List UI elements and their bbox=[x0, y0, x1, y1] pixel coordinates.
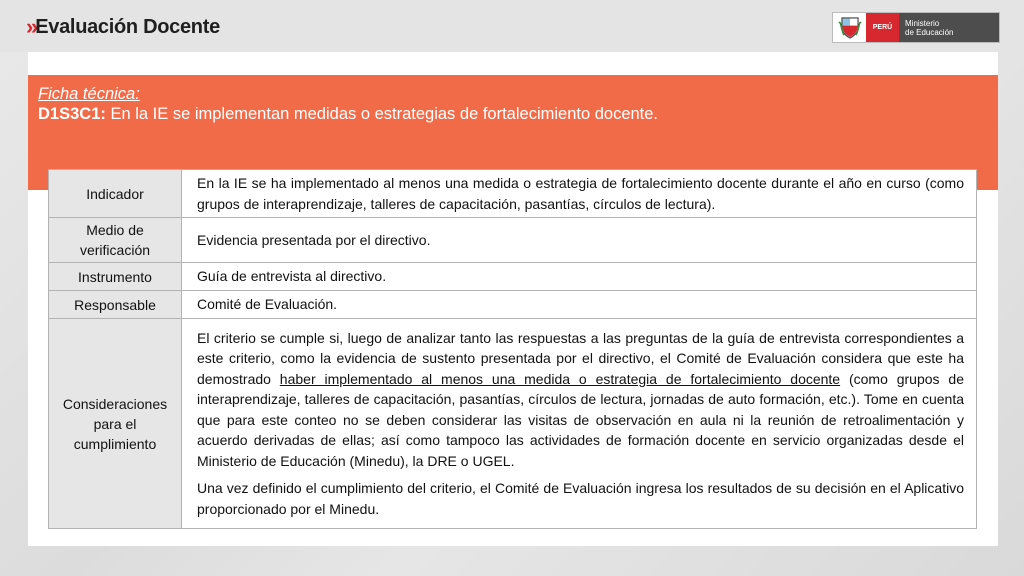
brand-chevrons-icon: » bbox=[26, 14, 35, 39]
criterion-code: D1S3C1: bbox=[38, 105, 106, 123]
row-value: En la IE se ha implementado al menos una medida o estrategia de fortalecimiento docente durante el año en curso (como grupos de interaprendizaje, talleres de capacitación, pasantías, círculos de lectura). bbox=[182, 170, 977, 218]
row-label: Medio de verificación bbox=[49, 218, 182, 263]
criteria-paragraph bbox=[197, 328, 964, 472]
table-row bbox=[49, 291, 977, 319]
banner-heading bbox=[38, 104, 988, 124]
ministry-line1: Ministerio bbox=[905, 19, 940, 28]
row-value: Comité de Evaluación. bbox=[182, 291, 977, 319]
criterion-text: En la IE se implementan medidas o estrategias de fortalecimiento docente. bbox=[105, 105, 659, 123]
brand-title: Evaluación Docente bbox=[35, 15, 220, 38]
slide bbox=[28, 52, 998, 546]
country-label: PERÚ bbox=[866, 13, 899, 42]
table-row bbox=[49, 170, 977, 218]
row-label: Responsable bbox=[49, 291, 182, 319]
technical-sheet-table bbox=[48, 169, 977, 529]
table-row bbox=[49, 263, 977, 291]
ministry-logo bbox=[832, 12, 1000, 43]
row-label: Instrumento bbox=[49, 263, 182, 291]
coat-of-arms-icon bbox=[833, 13, 866, 42]
criteria-emphasis: haber implementado al menos una medida o estrategia de fortalecimiento docente bbox=[279, 370, 841, 387]
row-label: Indicador bbox=[49, 170, 182, 218]
results-paragraph: Una vez definido el cumplimiento del criterio, el Comité de Evaluación ingresa los resultados de su decisión en el Aplicativo proporcionado por el Minedu. bbox=[197, 480, 964, 517]
criteria-text-continued: (como grupos de interaprendizaje, talleres de capacitación, pasantías, círculos de lectura, jornadas de auto formación, etc.). Tome en cuenta que para este conteo no se deben considerar las visitas de observación en aula ni la reunión de retroalimentación y acuerdo derivadas de ellas; así como tampoco las actividades de formación docente en servicio organizadas desde el Ministerio de Educación (Minedu), la DRE o UGEL. bbox=[197, 370, 964, 469]
brand-logo bbox=[26, 14, 220, 40]
banner-subtitle: Ficha técnica: bbox=[38, 85, 140, 103]
ministry-line2: de Educación bbox=[905, 28, 954, 37]
table-row bbox=[49, 218, 977, 263]
table-row bbox=[49, 319, 977, 529]
row-value: Guía de entrevista al directivo. bbox=[182, 263, 977, 291]
ministry-label bbox=[899, 13, 999, 42]
top-bar bbox=[0, 0, 1024, 52]
row-value: Evidencia presentada por el directivo. bbox=[182, 218, 977, 263]
criteria-text: El criterio se cumple si, luego de analizar tanto las respuestas a las preguntas de la guía de entrevista correspondientes a este criterio, como la evidencia de sustento presentada por el directivo, el Comité de Evaluación considera que este ha demostrado bbox=[197, 329, 964, 387]
row-label: Consideraciones para el cumplimiento bbox=[49, 319, 182, 529]
row-value bbox=[182, 319, 977, 529]
